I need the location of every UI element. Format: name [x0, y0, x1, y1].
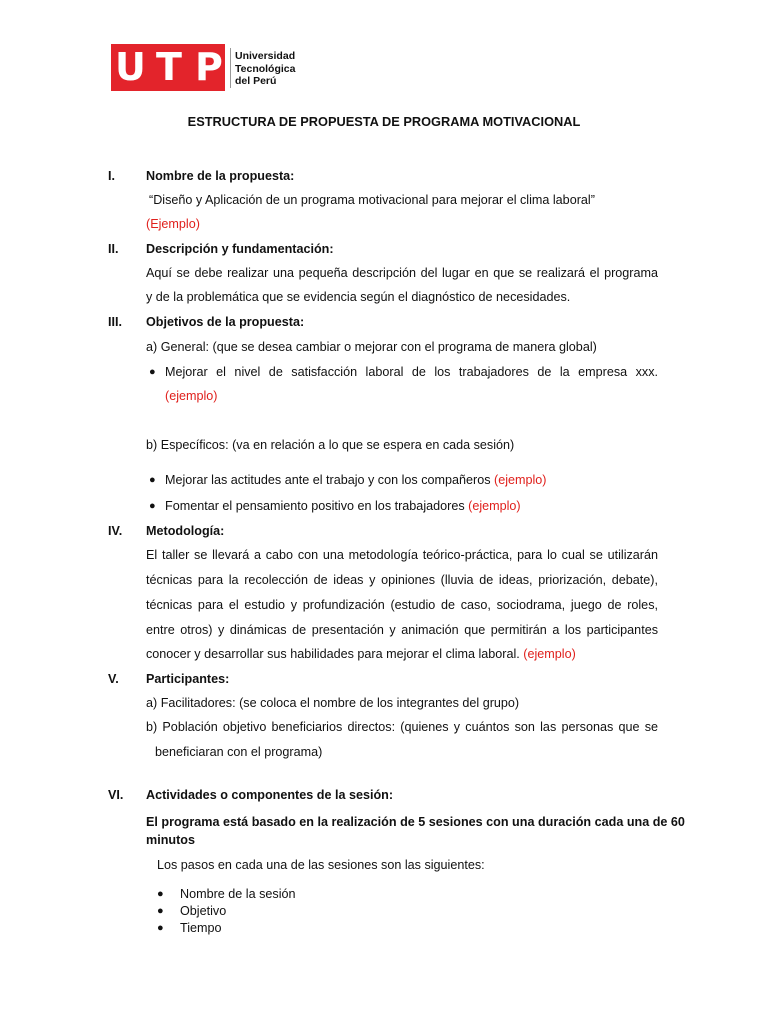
- utp-logo: [111, 44, 225, 91]
- specific-objectives: b) Específicos: (va en relación a lo que se espera en cada sesión): [146, 438, 515, 452]
- logo-letter-t: T: [156, 45, 182, 89]
- bullet-icon: ●: [157, 888, 164, 900]
- methodology-line: entre otros) y dinámicas de presentación y animación que permitirán a los participantes: [146, 623, 658, 637]
- specific-objective-item: Fomentar el pensamiento positivo en los trabajadores (ejemplo): [165, 499, 521, 513]
- description-line-2: y de la problemática que se evidencia según el diagnóstico de necesidades.: [146, 290, 571, 304]
- section-1-heading: Nombre de la propuesta:: [146, 169, 295, 183]
- logo-divider: [230, 48, 231, 88]
- target-population-cont: beneficiaran con el programa): [155, 745, 323, 759]
- general-objective-item: Mejorar el nivel de satisfacción laboral de los trabajadores de la empresa xxx.: [165, 365, 658, 379]
- section-1-number: I.: [108, 169, 115, 183]
- bullet-icon: ●: [149, 474, 156, 486]
- target-population: b) Población objetivo beneficiarios directos: (quienes y cuántos son las personas que se: [146, 720, 658, 734]
- example-label: (ejemplo): [165, 389, 218, 403]
- steps-intro: Los pasos en cada una de las sesiones son las siguientes:: [157, 858, 485, 872]
- section-6-heading: Actividades o componentes de la sesión:: [146, 788, 394, 802]
- example-label: (Ejemplo): [146, 217, 200, 231]
- section-5-number: V.: [108, 672, 119, 686]
- methodology-line: técnicas para el estudio y profundización (estudio de caso, sociodrama, juego de roles,: [146, 598, 658, 612]
- section-3-number: III.: [108, 315, 122, 329]
- bullet-icon: ●: [157, 922, 164, 934]
- program-intro-line-1: El programa está basado en la realización de 5 sesiones con una duración cada una de 60: [146, 815, 685, 829]
- bullet-icon: ●: [157, 905, 164, 917]
- session-item: Nombre de la sesión: [180, 887, 296, 901]
- section-6-number: VI.: [108, 788, 124, 802]
- bullet-icon: ●: [149, 366, 156, 378]
- bullet-icon: ●: [149, 500, 156, 512]
- facilitators: a) Facilitadores: (se coloca el nombre de los integrantes del grupo): [146, 696, 520, 710]
- section-4-number: IV.: [108, 524, 123, 538]
- program-intro-line-2: minutos: [146, 833, 195, 847]
- description-line-1: Aquí se debe realizar una pequeña descripción del lugar en que se realizará el programa: [146, 266, 658, 280]
- proposal-name: “Diseño y Aplicación de un programa motivacional para mejorar el clima laboral”: [149, 193, 595, 207]
- section-5-heading: Participantes:: [146, 672, 230, 686]
- specific-objective-item: Mejorar las actitudes ante el trabajo y con los compañeros (ejemplo): [165, 473, 547, 487]
- document-title: ESTRUCTURA DE PROPUESTA DE PROGRAMA MOTIVACIONAL: [187, 114, 581, 129]
- methodology-line: técnicas para la recolección de ideas y opiniones (lluvia de ideas, priorización, debate),: [146, 573, 658, 587]
- session-item: Objetivo: [180, 904, 227, 918]
- section-4-heading: Metodología:: [146, 524, 225, 538]
- section-2-number: II.: [108, 242, 119, 256]
- section-3-heading: Objetivos de la propuesta:: [146, 315, 305, 329]
- methodology-line: conocer y desarrollar sus habilidades para mejorar el clima laboral. (ejemplo): [146, 647, 576, 661]
- logo-letter-p: P: [195, 45, 223, 89]
- section-2-heading: Descripción y fundamentación:: [146, 242, 334, 256]
- university-name: Universidad Tecnológica del Perú: [235, 50, 296, 87]
- general-objective: a) General: (que se desea cambiar o mejorar con el programa de manera global): [146, 340, 597, 354]
- methodology-line: El taller se llevará a cabo con una metodología teórico-práctica, para lo cual se utilizarán: [146, 548, 658, 562]
- logo-letter-u: U: [115, 45, 146, 89]
- session-item: Tiempo: [180, 921, 222, 935]
